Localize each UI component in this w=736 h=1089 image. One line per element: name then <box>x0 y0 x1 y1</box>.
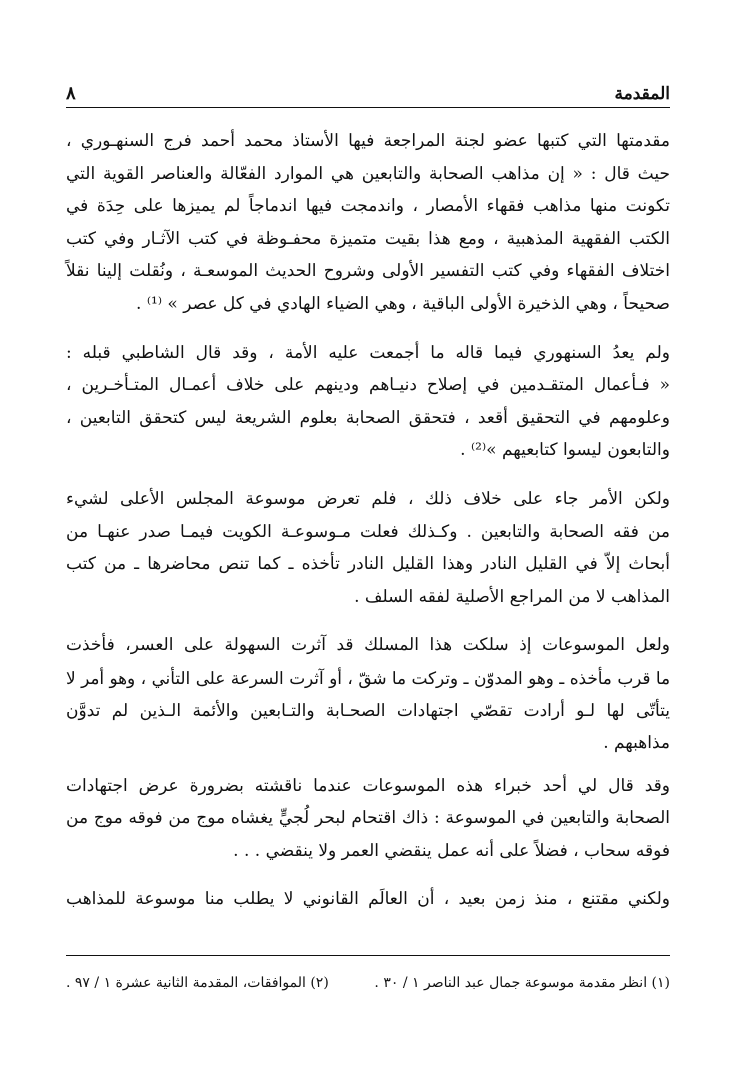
text-line: والتابعون ليسوا كتابعيهم »⁽²⁾ . <box>460 440 670 461</box>
footnote-2: (٢) الموافقات، المقدمة الثانية عشرة ١ / ٩٧ . <box>66 975 329 991</box>
paragraph <box>66 770 670 868</box>
footnote-1: (١) انظر مقدمة موسوعة جمال عبد الناصر ١ / ٣٠ . <box>374 975 670 991</box>
text-line: الكتب الفقهية المذهبية ، ومع هذا بقيت متميزة محفـوظة في كتب الآثـار وفي كتب <box>66 228 670 249</box>
text-line: وعلومهم في التحقيق أقعد ، فتحقق الصحابة بعلوم الشريعة ليس كتحقق التابعين ، <box>66 407 670 428</box>
text-line: ما قرب مأخذه ـ وهو المدوّن ـ وتركت ما شقّ ، أو آثرت السرعة على التأني ، وهو أمر لا <box>66 667 670 688</box>
text-line: صحيحاً ، وهي الذخيرة الأولى الباقية ، وهي الضياء الهادي في كل عصر » ⁽¹⁾ . <box>136 293 670 314</box>
text-line: ولكني مقتنع ، منذ زمن بعيد ، أن العالَم القانوني لا يطلب منا موسوعة للمذاهب <box>66 889 670 910</box>
page-header <box>66 74 670 104</box>
text-line: مقدمتها التي كتبها عضو لجنة المراجعة فيها الأستاذ محمد أحمد فرج السنهـوري ، <box>66 131 670 151</box>
text-line: يتأتّى لها لـو أرادت تقصّي اجتهادات الصحـابة والتـابعين والأئمة الـذين لم تدوَّن <box>66 700 670 721</box>
text-line: المذاهب لا من المراجع الأصلية لفقه السلف . <box>354 586 670 607</box>
header-divider <box>66 107 670 108</box>
text-line: تكونت منها مذاهب فقهاء الأمصار ، واندمجت فيها اندماجاً لم يميزها على حِدَة في <box>66 196 670 217</box>
text-line: ولعل الموسوعات إذ سلكت هذا المسلك قد آثرت السهولة على العسر، فأخذت <box>66 635 670 656</box>
text-line: الصحابة والتابعين في الموسوعة : ذاك اقتحام لبحر لُجيٍّ يغشاه موج من فوقه موج من <box>66 808 670 829</box>
paragraph-gap <box>66 760 670 770</box>
paragraph <box>66 629 670 759</box>
paragraph <box>66 483 670 613</box>
paragraph <box>66 125 670 321</box>
footnotes <box>66 975 670 991</box>
text-line: ولكن الأمر جاء على خلاف ذلك ، فلم تعرض موسوعة المجلس الأعلى لشيء <box>66 488 670 509</box>
paragraph-gap <box>66 867 670 883</box>
main-text <box>66 125 670 916</box>
footnote-divider <box>66 955 670 956</box>
paragraph <box>66 337 670 467</box>
paragraph-gap <box>66 467 670 483</box>
text-line: فوقه سحاب ، فضلاً على أنه عمل ينقضي العمر ولا ينقضي . . . <box>233 840 670 861</box>
text-line: وقد قال لي أحد خبراء هذه الموسوعات عندما ناقشته بضرورة عرض اجتهادات <box>66 775 670 796</box>
running-title: المقدمة <box>614 84 670 104</box>
page-number: ٨ <box>66 83 76 104</box>
text-line: مذاهبهم . <box>603 733 670 754</box>
text-line: حيث قال : « إن مذاهب الصحابة والتابعين هي الموارد الفعّالة والعناصر القوية التي <box>66 163 670 184</box>
paragraph-gap <box>66 321 670 337</box>
text-line: أبحاث إلاّ في القليل النادر وهذا القليل النادر تأخذه ـ كما تنص محاضرها ـ من كتب <box>66 554 670 575</box>
paragraph-gap <box>66 613 670 629</box>
text-line: ولم يعدُ السنهوري فيما قاله ما أجمعت عليه الأمة ، وقد قال الشاطبي قبله : <box>66 342 670 363</box>
text-line: من فقه الصحابة والتابعين . وكـذلك فعلت مـوسوعـة الكويت فيمـا صدر عنهـا من <box>66 521 670 542</box>
paragraph <box>66 883 670 916</box>
text-line: « فـأعمال المتقـدمين في إصلاح دنيـاهم ودينهم على خلاف أعمـال المتـأخـرين ، <box>66 375 670 396</box>
text-line: اختلاف الفقهاء وفي كتب التفسير الأولى وشروح الحديث الموسعـة ، ونُقلت إلينا نقلاً <box>66 261 670 282</box>
